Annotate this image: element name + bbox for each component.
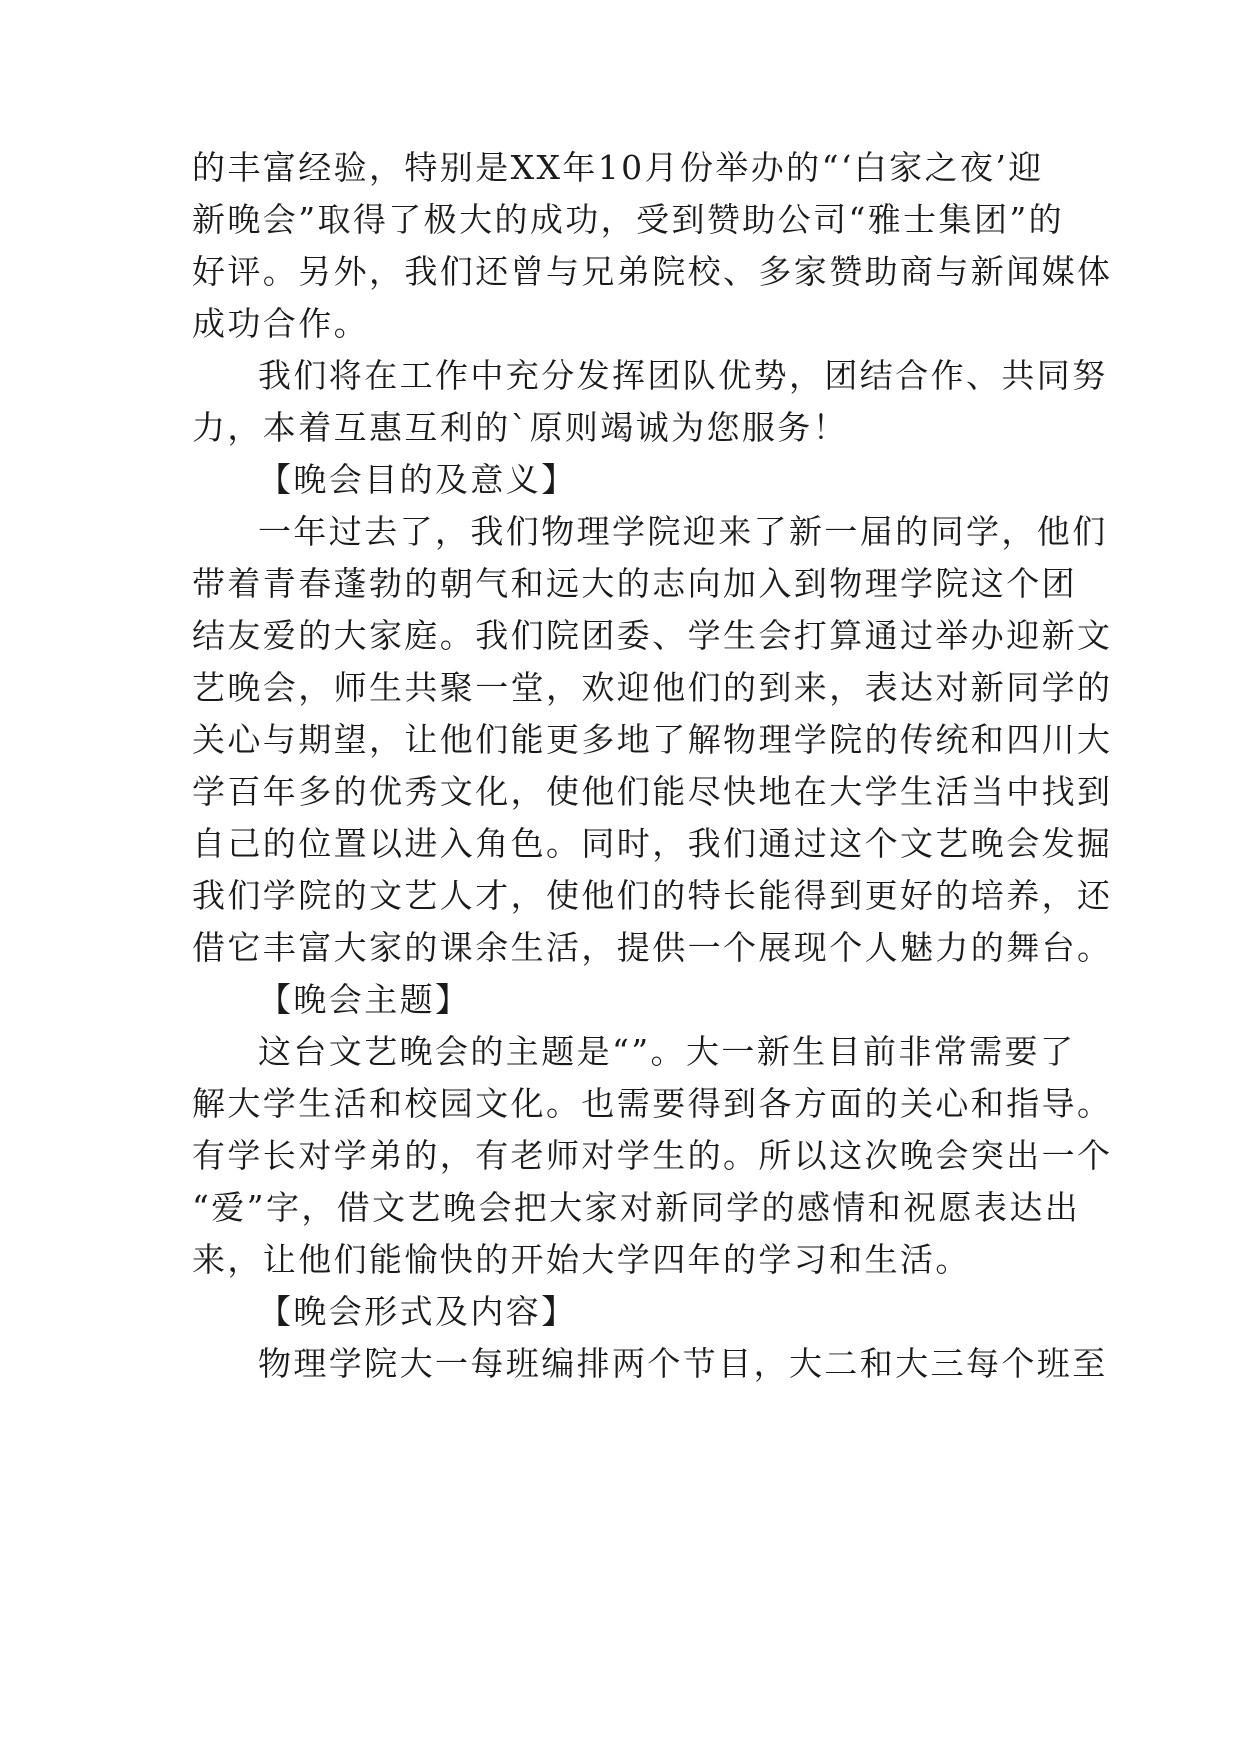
body-text-line: 的丰富经验，特别是XX年10月份举办的“‘白家之夜’迎 xyxy=(192,148,1044,187)
section-heading: 【晚会目的及意义】 xyxy=(258,460,577,499)
body-text-line: 一年过去了，我们物理学院迎来了新一届的同学，他们 xyxy=(258,512,1108,551)
section-heading: 【晚会形式及内容】 xyxy=(258,1292,577,1331)
body-text-line: 借它丰富大家的课余生活，提供一个展现个人魅力的舞台。 xyxy=(192,928,1113,967)
body-text-line: 有学长对学弟的，有老师对学生的。所以这次晚会突出一个 xyxy=(192,1136,1113,1175)
body-text-line: 新晚会”取得了极大的成功，受到赞助公司“雅士集团”的 xyxy=(192,200,1065,239)
body-text-line: 我们将在工作中充分发挥团队优势，团结合作、共同努 xyxy=(258,356,1108,395)
body-text-line: 这台文艺晚会的主题是“”。大一新生目前非常需要了 xyxy=(258,1032,1076,1071)
body-text-line: 好评。另外，我们还曾与兄弟院校、多家赞助商与新闻媒体 xyxy=(192,252,1113,291)
body-text-line: 物理学院大一每班编排两个节目，大二和大三每个班至 xyxy=(258,1344,1108,1383)
body-text-line: 解大学生活和校园文化。也需要得到各方面的关心和指导。 xyxy=(192,1084,1113,1123)
body-text-line: 自己的位置以进入角色。同时，我们通过这个文艺晚会发掘 xyxy=(192,824,1113,863)
body-text-line: “爱”字，借文艺晚会把大家对新同学的感情和祝愿表达出 xyxy=(192,1188,1081,1227)
body-text-line: 艺晚会，师生共聚一堂，欢迎他们的到来，表达对新同学的 xyxy=(192,668,1113,707)
section-heading: 【晚会主题】 xyxy=(258,980,471,1019)
body-text-line: 我们学院的文艺人才，使他们的特长能得到更好的培养，还 xyxy=(192,876,1113,915)
body-text-line: 关心与期望，让他们能更多地了解物理学院的传统和四川大 xyxy=(192,720,1113,759)
body-text-line: 来，让他们能愉快的开始大学四年的学习和生活。 xyxy=(192,1240,971,1279)
body-text-line: 成功合作。 xyxy=(192,304,369,343)
body-text-line: 带着青春蓬勃的朝气和远大的志向加入到物理学院这个团 xyxy=(192,564,1077,603)
body-text-line: 学百年多的优秀文化，使他们能尽快地在大学生活当中找到 xyxy=(192,772,1113,811)
body-text-line: 结友爱的大家庭。我们院团委、学生会打算通过举办迎新文 xyxy=(192,616,1113,655)
body-text-line: 力，本着互惠互利的`原则竭诚为您服务！ xyxy=(192,408,849,447)
